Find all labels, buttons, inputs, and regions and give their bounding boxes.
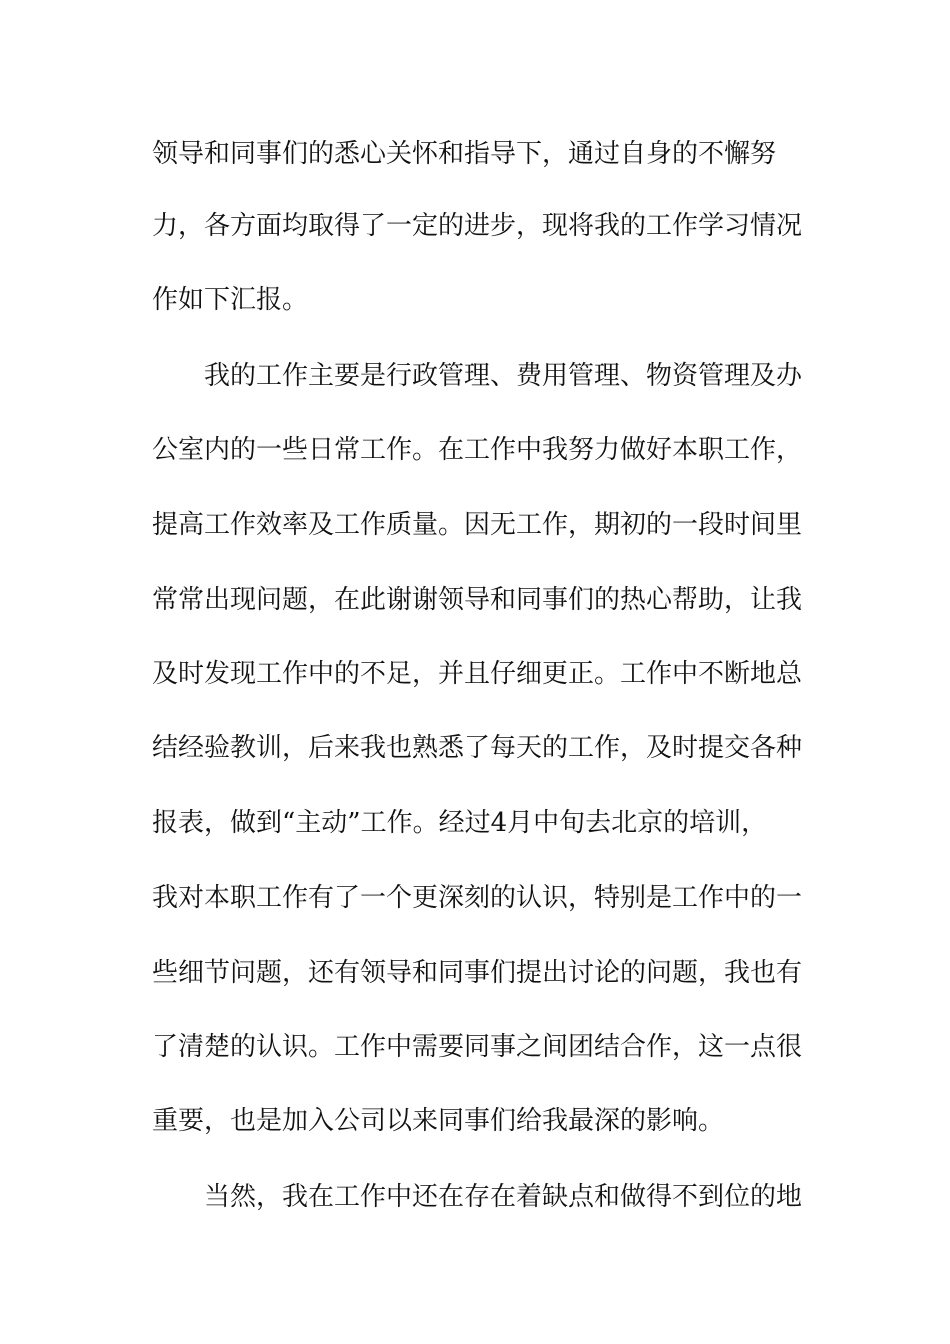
text-line: 力，各方面均取得了一定的进步，现将我的工作学习情况 (152, 211, 803, 241)
text-line: 些细节问题，还有领导和同事们提出讨论的问题，我也有 (152, 958, 803, 988)
text-line: 结经验教训，后来我也熟悉了每天的工作，及时提交各种 (152, 733, 803, 763)
text-line: 报表，做到“主动”工作。经过4月中旬去北京的培训， (152, 808, 768, 838)
text-line: 作如下汇报。 (152, 285, 309, 315)
text-line: 提高工作效率及工作质量。因无工作，期初的一段时间里 (152, 510, 803, 540)
text-line: 我对本职工作有了一个更深刻的认识，特别是工作中的一 (152, 883, 803, 913)
text-line: 公室内的一些日常工作。在工作中我努力做好本职工作， (152, 435, 803, 465)
text-line: 重要，也是加入公司以来同事们给我最深的影响。 (152, 1106, 725, 1136)
text-line: 常常出现问题，在此谢谢领导和同事们的热心帮助，让我 (152, 585, 803, 615)
text-line: 领导和同事们的悉心关怀和指导下，通过自身的不懈努 (152, 139, 777, 169)
text-line: 了清楚的认识。工作中需要同事之间团结合作，这一点很 (152, 1032, 803, 1062)
text-line: 及时发现工作中的不足，并且仔细更正。工作中不断地总 (152, 659, 803, 689)
paragraph-start-line: 我的工作主要是行政管理、费用管理、物资管理及办 (204, 361, 803, 391)
paragraph-start-line: 当然，我在工作中还在存在着缺点和做得不到位的地 (204, 1182, 803, 1212)
